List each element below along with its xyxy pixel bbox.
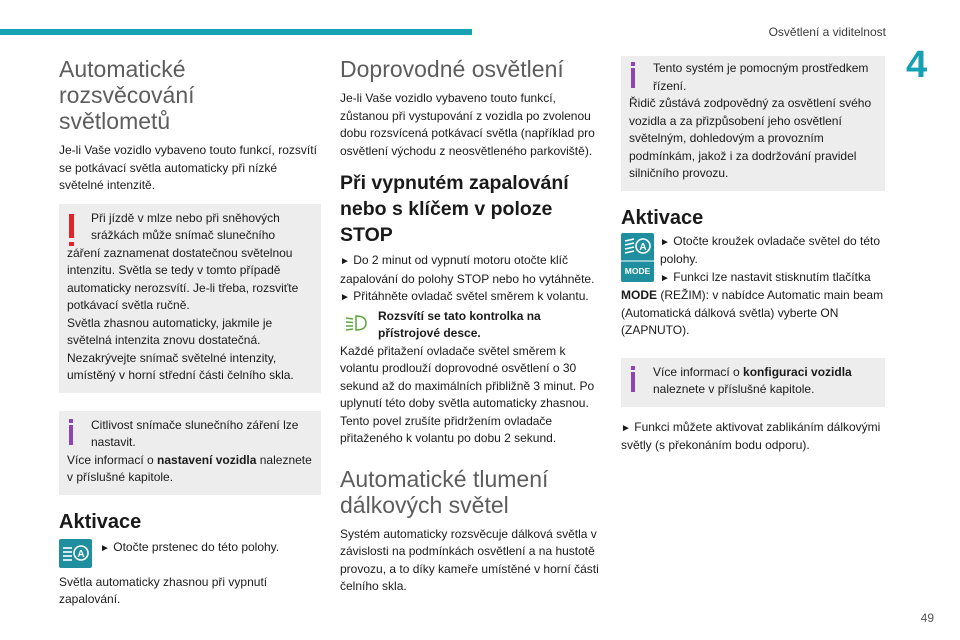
header-accent-bar	[0, 29, 472, 35]
escort-intro: Je-li Vaše vozidlo vybaveno touto funkcí, zůstanou při vystupování z vozidla po zvolenou dobu rozsvícená potkávací světla (například pro osvětlení východu z neosvětleného parkoviště).	[340, 91, 595, 158]
auto-high-beam-icon	[621, 233, 654, 282]
high-beam-step-1: ► Otočte kroužek ovladače světel do této polohy.	[660, 233, 881, 266]
high-beam-step-3: ► Funkci můžete aktivovat zablikáním dálkovými světly (s překonáním bodu odporu).	[621, 419, 881, 452]
step-arrow-icon: ►	[621, 422, 631, 434]
warning-icon	[69, 214, 74, 238]
intro-paragraph: Je-li Vaše vozidlo vybaveno touto funkcí, rozsvítí se potkávací světla automaticky při nízké světelné intenzitě.	[59, 143, 317, 192]
info-link-settings: nastavení vozidla	[157, 452, 257, 467]
warning-box: Při jízdě v mlze nebo při sněhových srážkách může snímač slunečního záření zaznamenat dostatečnou světelnou intenzitu. Světla se tedy v tomto případě automaticky nerozsvítí. Je-li třeba, rozsviťte potkávací světla ručně. Světla zhasnou automaticky, jakmile je světelná intenzita znovu dostatečná. Nezakrývejte snímač světelné intenzity, umístěný v horní střední části čelního skla.	[59, 204, 321, 393]
page-number: 49	[920, 611, 934, 625]
activation-step: A ► Otočte prstenec do této polohy.	[59, 539, 321, 568]
svg-text:A: A	[77, 548, 85, 560]
info-icon	[631, 372, 635, 392]
subtitle-ignition-off: Při vypnutém zapalování nebo s klíčem v poloze STOP	[340, 172, 569, 246]
chapter-number: 4	[906, 44, 928, 86]
warning-text: záření zaznamenat dostatečnou světelnou intenzitu. Světla se tedy v tomto případě automaticky nerozsvítí. Je-li třeba, rozsviťte potkávací světla ručně.	[67, 245, 299, 312]
info-box: Citlivost snímače slunečního záření lze nastavit. Více informací o nastavení vozidla naleznete v příslušné kapitole.	[59, 411, 321, 495]
svg-text:A: A	[639, 241, 647, 253]
section-title-auto-high-beam: Automatické tlumení dálkových světel	[340, 465, 549, 518]
section-header-title: Osvětlení a viditelnost	[768, 25, 886, 39]
info-box-config: Více informací o konfiguraci vozidla naleznete v příslušné kapitole.	[621, 358, 885, 407]
warning-text-3: Nezakrývejte snímač světelné intenzity, umístěný v horní střední části čelního skla.	[67, 350, 294, 382]
escort-body-2: Tento povel zrušíte přidržením ovladače přitaženého k volantu po dobu 2 sekund.	[340, 413, 557, 445]
column-3	[621, 56, 885, 455]
section-title-auto-headlights	[59, 56, 321, 134]
activation-title-high-beam: Aktivace	[621, 206, 704, 229]
headlight-warning-lamp-icon	[340, 308, 372, 338]
high-beam-intro: Systém automaticky rozsvěcuje dálková světla v závislosti na podmínkách osvětlení a na hustotě provozu, a to díky kameře umístěné v horní části čelního skla.	[340, 526, 599, 593]
escort-body-1: Každé přitažení ovladače světel směrem k volantu prodlouží doprovodné osvětlení o 30 sekund až do maximálních přibližně 3 minut. Po uplynutí této doby světla automaticky zhasnou.	[340, 343, 595, 410]
info-icon	[69, 425, 73, 445]
high-beam-steps	[621, 233, 885, 340]
step-arrow-icon: ►	[660, 236, 670, 248]
mode-label-icon: MODE	[624, 265, 651, 276]
step-arrow-icon: ►	[100, 542, 110, 554]
step-arrow-icon: ►	[340, 292, 350, 303]
column-2	[340, 56, 602, 596]
lamp-note: Rozsvítí se tato kontrolka na přístrojové desce.	[340, 308, 602, 343]
auto-headlight-icon	[59, 539, 92, 568]
escort-step-1: ► Do 2 minut od vypnutí motoru otočte klíč zapalování do polohy STOP nebo ho vytáhněte.	[340, 253, 595, 286]
info-box-driver: Tento systém je pomocným prostředkem řízení. Řidič zůstává zodpovědný za osvětlení svého vozidla a za přizpůsobení jeho osvětlení světelným, dohledovým a provozním podmínkám, jakož i za dodržování pravidel silničního provozu.	[621, 56, 885, 191]
section-title-escort-lighting: Doprovodné osvětlení	[340, 56, 564, 82]
activation-title: Aktivace	[59, 510, 142, 533]
info-link-config: konfiguraci vozidla	[743, 364, 852, 379]
info-icon	[631, 68, 635, 88]
step-arrow-icon: ►	[660, 272, 670, 284]
title-line-1: Automatické rozsvěcování	[59, 56, 195, 108]
step-arrow-icon: ►	[340, 256, 350, 267]
activation-note: Světla automaticky zhasnou při vypnutí zapalování.	[59, 574, 268, 606]
escort-step-2: ► Přitáhněte ovladač světel směrem k volantu.	[340, 289, 589, 303]
title-line-2: světlometů	[59, 108, 171, 134]
warning-text-2: Světla zhasnou automaticky, jakmile je světelná intenzita znovu dostatečná.	[67, 315, 273, 347]
column-1	[59, 56, 321, 609]
high-beam-step-2: ► Funkci lze nastavit stisknutím tlačítka MODE (REŽIM): v nabídce Automatic main beam (Automatická dálková světla) vyberte ON (ZAPNUTO).	[621, 269, 884, 337]
